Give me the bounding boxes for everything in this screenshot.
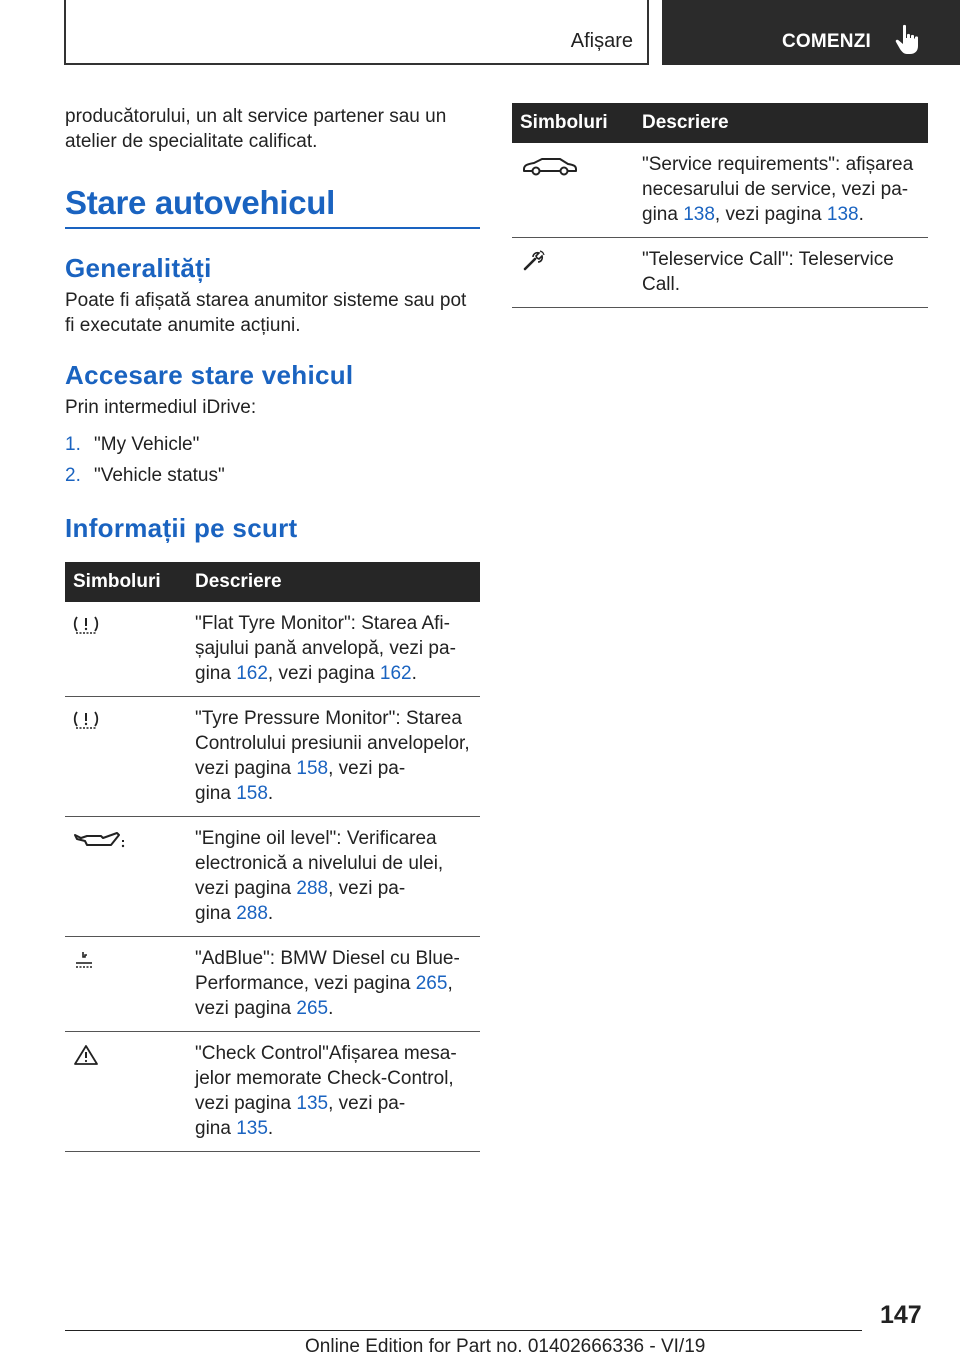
- right-column: [512, 103, 928, 308]
- header-chapter-tab: [662, 0, 960, 65]
- adblue-icon: [73, 949, 95, 971]
- row-text: "AdBlue": BMW Diesel cu Blue-: [195, 948, 460, 969]
- row-text: .: [267, 783, 274, 804]
- row-text: .: [267, 1118, 274, 1139]
- page-ref-link[interactable]: 158: [236, 783, 268, 804]
- row-text: , vezi pa-: [328, 758, 406, 779]
- page-number: 147: [880, 1301, 922, 1329]
- flat-tyre-warning-icon: [73, 614, 99, 636]
- row-text: "Teleservice Call": Teleservice: [642, 249, 894, 270]
- row-text: gina: [195, 783, 237, 804]
- page-ref-link[interactable]: 138: [683, 204, 715, 225]
- page-ref-link[interactable]: 162: [236, 663, 268, 684]
- table-header-row: [65, 562, 480, 602]
- page-ref-link[interactable]: 162: [379, 663, 412, 684]
- list-number: 1.: [65, 434, 81, 455]
- page-ref-link[interactable]: 138: [826, 204, 859, 225]
- page-ref-link[interactable]: 288: [236, 903, 268, 924]
- row-text: vezi pagina: [195, 1093, 297, 1114]
- access-paragraph: Prin intermediul iDrive:: [65, 397, 257, 418]
- list-item: [65, 463, 480, 488]
- car-service-icon: [520, 155, 580, 177]
- row-text: .: [858, 204, 864, 225]
- footer-rule: [65, 1330, 862, 1331]
- table-row: [65, 697, 480, 817]
- header-section-tab: [64, 0, 649, 65]
- table-row: [512, 143, 928, 238]
- row-text: .: [328, 998, 334, 1019]
- row-text: necesarului de service, vezi pa-: [642, 179, 909, 200]
- page-ref-link[interactable]: 158: [296, 758, 329, 779]
- access-heading: Accesare stare vehicul: [65, 360, 354, 390]
- row-text: gina: [195, 1118, 237, 1139]
- row-text: , vezi pagina: [267, 663, 380, 684]
- row-text: "Engine oil level": Verificarea: [195, 828, 437, 849]
- table-row: [512, 238, 928, 308]
- list-number: 2.: [65, 465, 81, 486]
- row-text: șajului pană anvelopă, vezi pa-: [195, 638, 456, 659]
- col-symbols-header: Simboluri: [512, 103, 634, 143]
- row-text: ,: [447, 973, 453, 994]
- row-text: gina: [195, 663, 237, 684]
- chapter-title: COMENZI: [782, 31, 872, 52]
- page-title: Stare autovehicul: [65, 184, 335, 221]
- tyre-pressure-warning-icon: [73, 709, 99, 731]
- steps-list: [65, 432, 480, 488]
- row-text: gina: [195, 903, 237, 924]
- title-rule: [65, 227, 480, 229]
- page-ref-link[interactable]: 288: [296, 878, 329, 899]
- row-text: "Tyre Pressure Monitor": Starea: [195, 708, 462, 729]
- page-ref-link[interactable]: 265: [296, 998, 329, 1019]
- section-title: Afișare: [570, 30, 633, 52]
- table-row: [65, 1032, 480, 1152]
- row-text: , vezi pa-: [328, 1093, 406, 1114]
- row-text: vezi pagina: [195, 758, 297, 779]
- general-heading: Generalități: [65, 253, 212, 283]
- row-text: gina: [642, 204, 684, 225]
- row-text: "Flat Tyre Monitor": Starea Afi-: [195, 613, 450, 634]
- page-ref-link[interactable]: 265: [415, 973, 448, 994]
- intro-paragraph: producătorului, un alt service partener sau un atelier de specialitate calificat.: [65, 106, 447, 152]
- table-row: [65, 602, 480, 697]
- list-text: "Vehicle status": [94, 465, 225, 486]
- table-header-row: [512, 103, 928, 143]
- table-row: [65, 937, 480, 1032]
- row-text: "Check Control"Afișarea mesa-: [195, 1043, 457, 1064]
- col-symbols-header: Simboluri: [65, 562, 187, 602]
- row-text: .: [411, 663, 417, 684]
- row-text: jelor memorate Check-Control,: [195, 1068, 454, 1089]
- row-text: electronică a nivelului de ulei,: [195, 853, 444, 874]
- col-description-header: Descriere: [187, 562, 480, 602]
- symbols-table-right: [512, 103, 928, 308]
- page-ref-link[interactable]: 135: [236, 1118, 268, 1139]
- row-text: , vezi pa-: [328, 878, 406, 899]
- table-row: [65, 817, 480, 937]
- page-ref-link[interactable]: 135: [296, 1093, 329, 1114]
- list-text: "My Vehicle": [94, 434, 200, 455]
- warning-triangle-icon: [73, 1044, 99, 1066]
- row-text: Call.: [642, 274, 681, 295]
- row-text: Controlului presiunii anvelopelor,: [195, 733, 470, 754]
- row-text: Performance, vezi pagina: [195, 973, 416, 994]
- symbols-table-left: [65, 562, 480, 1152]
- left-column: [65, 104, 480, 1152]
- edition-footer: Online Edition for Part no. 01402666336 - VI/19: [305, 1336, 706, 1357]
- row-text: , vezi pagina: [714, 204, 827, 225]
- teleservice-wrench-icon: [520, 250, 546, 272]
- col-description-header: Descriere: [634, 103, 928, 143]
- row-text: "Service requirements": afișarea: [642, 154, 914, 175]
- summary-heading: Informații pe scurt: [65, 513, 298, 543]
- row-text: vezi pagina: [195, 878, 297, 899]
- row-text: vezi pagina: [195, 998, 297, 1019]
- pointing-hand-icon: [894, 24, 922, 56]
- row-text: .: [267, 903, 274, 924]
- general-paragraph: Poate fi afișată starea anumitor sisteme sau pot fi executate anumite acțiuni.: [65, 290, 467, 336]
- engine-oil-icon: [73, 829, 127, 851]
- list-item: [65, 432, 480, 457]
